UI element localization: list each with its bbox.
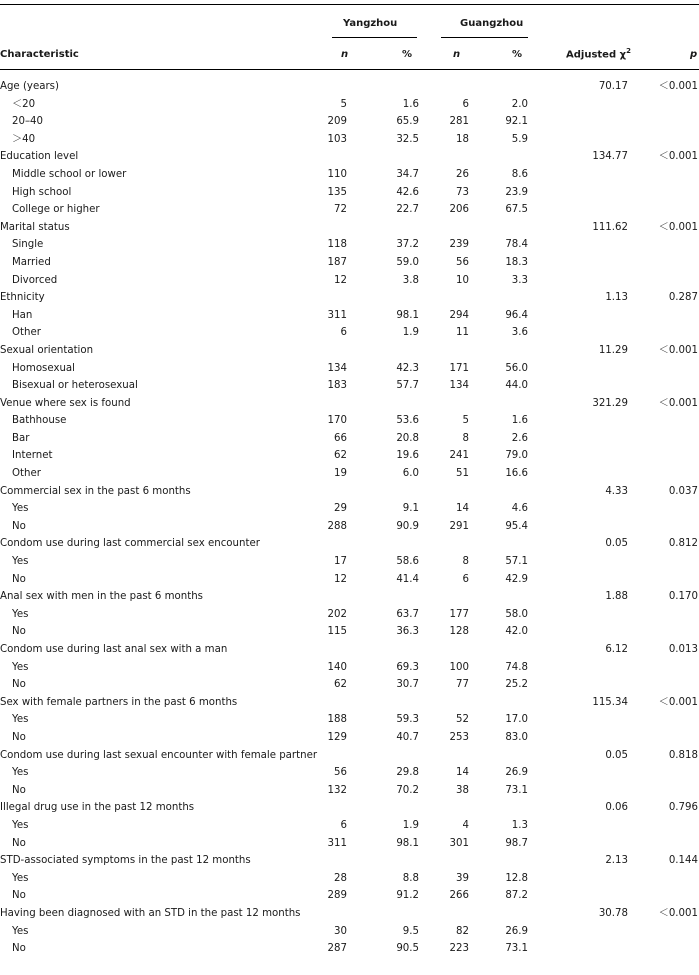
- p-value-cell: ＜0.001: [658, 344, 698, 356]
- guangzhou-n-cell: 128: [449, 626, 469, 638]
- row-label: Illegal drug use in the past 12 months: [0, 802, 195, 814]
- guangzhou-pct-cell: 92.1: [505, 116, 528, 128]
- table-row: [0, 447, 699, 465]
- guangzhou-n-cell: 26: [456, 168, 469, 180]
- table-row: [0, 500, 699, 518]
- category-row: [0, 535, 699, 553]
- guangzhou-pct-cell: 26.9: [505, 767, 528, 779]
- table-body: [0, 78, 699, 958]
- p-value-cell: ＜0.001: [658, 81, 698, 92]
- chi-square-cell: 134.77: [592, 151, 628, 163]
- row-label: Commercial sex in the past 6 months: [0, 485, 191, 497]
- yangzhou-pct-cell: 90.9: [396, 520, 419, 532]
- p-value-cell: ＜0.001: [658, 221, 698, 233]
- yangzhou-n-cell: 5: [340, 98, 347, 110]
- category-row: [0, 483, 699, 501]
- table-row: [0, 835, 699, 853]
- row-label: No: [12, 890, 26, 902]
- guangzhou-pct-cell: 73.1: [505, 943, 528, 955]
- table-row: [0, 623, 699, 641]
- p-value-cell: ＜0.001: [658, 151, 698, 163]
- guangzhou-n-cell: 14: [456, 767, 469, 779]
- header-chi-label: Adjusted χ: [566, 49, 627, 61]
- table-row: [0, 113, 699, 131]
- table-row: [0, 360, 699, 378]
- chi-square-cell: 70.17: [598, 81, 628, 92]
- guangzhou-n-cell: 14: [456, 503, 469, 515]
- table-row: [0, 764, 699, 782]
- guangzhou-pct-cell: 67.5: [505, 204, 528, 216]
- row-label: Bar: [12, 432, 30, 444]
- yangzhou-n-cell: 134: [327, 362, 347, 374]
- row-label: Yes: [12, 819, 29, 831]
- category-row: [0, 588, 699, 606]
- guangzhou-pct-cell: 17.0: [505, 714, 528, 726]
- yangzhou-pct-cell: 70.2: [396, 784, 419, 796]
- yangzhou-pct-cell: 59.0: [396, 256, 419, 268]
- category-row: [0, 289, 699, 307]
- category-row: [0, 799, 699, 817]
- row-label: No: [12, 943, 26, 955]
- table-row: [0, 96, 699, 114]
- category-row: [0, 694, 699, 712]
- guangzhou-n-cell: 171: [449, 362, 469, 374]
- header-bottom-rule: [0, 69, 699, 70]
- row-label: Yes: [12, 872, 29, 884]
- p-value-cell: 0.818: [668, 749, 698, 761]
- table-top-rule: [0, 4, 699, 5]
- yangzhou-pct-cell: 6.0: [402, 468, 419, 480]
- yangzhou-group-rule: [332, 37, 417, 38]
- category-row: [0, 342, 699, 360]
- guangzhou-n-cell: 4: [462, 819, 469, 831]
- yangzhou-pct-cell: 59.3: [396, 714, 419, 726]
- yangzhou-pct-cell: 30.7: [396, 679, 419, 691]
- guangzhou-pct-cell: 25.2: [505, 679, 528, 691]
- row-label: Venue where sex is found: [0, 397, 131, 409]
- table-row: [0, 553, 699, 571]
- table-row: [0, 377, 699, 395]
- yangzhou-pct-cell: 1.9: [402, 819, 419, 831]
- row-label: High school: [12, 186, 72, 198]
- yangzhou-pct-cell: 69.3: [396, 661, 419, 673]
- yangzhou-n-cell: 202: [327, 608, 347, 620]
- yangzhou-pct-cell: 20.8: [396, 432, 419, 444]
- yangzhou-pct-cell: 58.6: [396, 556, 419, 568]
- yangzhou-n-cell: 140: [327, 661, 347, 673]
- chi-square-cell: 4.33: [605, 485, 628, 497]
- category-row: [0, 78, 699, 96]
- chi-square-cell: 30.78: [598, 907, 628, 919]
- row-label: No: [12, 626, 26, 638]
- row-label: Condom use during last sexual encounter with female partner: [0, 749, 318, 761]
- yangzhou-n-cell: 30: [334, 925, 347, 937]
- row-label: Yes: [12, 608, 29, 620]
- guangzhou-n-cell: 301: [449, 837, 469, 849]
- yangzhou-n-cell: 188: [327, 714, 347, 726]
- header-guangzhou-n: n: [453, 49, 461, 60]
- p-value-cell: ＜0.001: [658, 397, 698, 409]
- row-label: Education level: [0, 151, 79, 163]
- row-label: Ethnicity: [0, 292, 45, 304]
- yangzhou-n-cell: 183: [327, 380, 347, 392]
- yangzhou-n-cell: 187: [327, 256, 347, 268]
- table-row: [0, 166, 699, 184]
- row-label: ＞40: [12, 133, 36, 145]
- header-guangzhou-pct: %: [512, 49, 523, 60]
- guangzhou-pct-cell: 8.6: [511, 168, 528, 180]
- guangzhou-pct-cell: 4.6: [511, 503, 528, 515]
- chi-square-cell: 0.05: [605, 538, 628, 550]
- yangzhou-pct-cell: 34.7: [396, 168, 419, 180]
- chi-square-cell: 1.13: [605, 292, 628, 304]
- guangzhou-n-cell: 134: [449, 380, 469, 392]
- yangzhou-pct-cell: 8.8: [402, 872, 419, 884]
- yangzhou-pct-cell: 3.8: [402, 274, 419, 286]
- guangzhou-pct-cell: 74.8: [505, 661, 528, 673]
- table-row: [0, 571, 699, 589]
- guangzhou-n-cell: 281: [449, 116, 469, 128]
- category-row: [0, 219, 699, 237]
- table-row: [0, 272, 699, 290]
- yangzhou-n-cell: 129: [327, 731, 347, 743]
- p-value-cell: 0.287: [668, 292, 698, 304]
- yangzhou-pct-cell: 98.1: [396, 309, 419, 321]
- row-label: ＜20: [12, 98, 36, 110]
- guangzhou-n-cell: 6: [462, 573, 469, 585]
- guangzhou-n-cell: 77: [456, 679, 469, 691]
- yangzhou-pct-cell: 1.6: [402, 98, 419, 110]
- yangzhou-pct-cell: 91.2: [396, 890, 419, 902]
- yangzhou-n-cell: 62: [334, 679, 347, 691]
- yangzhou-pct-cell: 63.7: [396, 608, 419, 620]
- guangzhou-n-cell: 5: [462, 415, 469, 427]
- guangzhou-n-cell: 266: [449, 890, 469, 902]
- row-label: Having been diagnosed with an STD in the past 12 months: [0, 907, 301, 919]
- guangzhou-n-cell: 52: [456, 714, 469, 726]
- p-value-cell: ＜0.001: [658, 907, 698, 919]
- guangzhou-n-cell: 39: [456, 872, 469, 884]
- guangzhou-n-cell: 241: [449, 450, 469, 462]
- yangzhou-pct-cell: 29.8: [396, 767, 419, 779]
- yangzhou-n-cell: 311: [327, 309, 347, 321]
- table-row: [0, 606, 699, 624]
- category-row: [0, 395, 699, 413]
- guangzhou-n-cell: 177: [449, 608, 469, 620]
- guangzhou-pct-cell: 3.3: [511, 274, 528, 286]
- row-label: Condom use during last commercial sex encounter: [0, 538, 260, 550]
- chi-square-cell: 115.34: [592, 696, 628, 708]
- row-label: Internet: [12, 450, 53, 462]
- p-value-cell: ＜0.001: [658, 696, 698, 708]
- table-row: [0, 887, 699, 905]
- yangzhou-n-cell: 12: [334, 274, 347, 286]
- header-chi-superscript: 2: [626, 47, 631, 55]
- yangzhou-pct-cell: 98.1: [396, 837, 419, 849]
- guangzhou-n-cell: 8: [462, 432, 469, 444]
- yangzhou-pct-cell: 53.6: [396, 415, 419, 427]
- guangzhou-pct-cell: 23.9: [505, 186, 528, 198]
- header-adjusted-chi-squared: [566, 47, 631, 60]
- row-label: No: [12, 679, 26, 691]
- row-label: Yes: [12, 767, 29, 779]
- yangzhou-pct-cell: 65.9: [396, 116, 419, 128]
- row-label: Sex with female partners in the past 6 months: [0, 696, 238, 708]
- chi-square-cell: 6.12: [605, 644, 628, 655]
- yangzhou-pct-cell: 90.5: [396, 943, 419, 955]
- row-label: Condom use during last anal sex with a man: [0, 644, 228, 655]
- category-row: [0, 641, 699, 659]
- row-label: Age (years): [0, 81, 59, 92]
- table-row: [0, 201, 699, 219]
- row-label: Divorced: [12, 274, 58, 286]
- row-label: No: [12, 784, 26, 796]
- yangzhou-pct-cell: 42.6: [396, 186, 419, 198]
- yangzhou-n-cell: 103: [327, 133, 347, 145]
- table-row: [0, 782, 699, 800]
- table-row: [0, 307, 699, 325]
- guangzhou-pct-cell: 12.8: [505, 872, 528, 884]
- table-row: [0, 817, 699, 835]
- row-label: Yes: [12, 503, 29, 515]
- p-value-cell: 0.812: [668, 538, 698, 550]
- chi-square-cell: 0.05: [605, 749, 628, 761]
- guangzhou-n-cell: 6: [462, 98, 469, 110]
- yangzhou-n-cell: 66: [334, 432, 347, 444]
- yangzhou-pct-cell: 32.5: [396, 133, 419, 145]
- table-row: [0, 412, 699, 430]
- guangzhou-pct-cell: 98.7: [505, 837, 528, 849]
- row-label: Yes: [12, 661, 29, 673]
- guangzhou-pct-cell: 87.2: [505, 890, 528, 902]
- chi-square-cell: 0.06: [605, 802, 628, 814]
- header-p: p: [690, 49, 698, 60]
- yangzhou-pct-cell: 37.2: [396, 239, 419, 251]
- guangzhou-pct-cell: 58.0: [505, 608, 528, 620]
- guangzhou-pct-cell: 1.6: [511, 415, 528, 427]
- header-guangzhou: Guangzhou: [460, 18, 524, 29]
- guangzhou-n-cell: 294: [449, 309, 469, 321]
- guangzhou-pct-cell: 42.0: [505, 626, 528, 638]
- table-row: [0, 236, 699, 254]
- row-label: No: [12, 731, 26, 743]
- yangzhou-n-cell: 19: [334, 468, 347, 480]
- guangzhou-n-cell: 10: [456, 274, 469, 286]
- guangzhou-pct-cell: 57.1: [505, 556, 528, 568]
- p-value-cell: 0.170: [668, 591, 698, 603]
- table-row: [0, 676, 699, 694]
- row-label: College or higher: [12, 204, 100, 216]
- p-value-cell: 0.013: [668, 644, 698, 655]
- guangzhou-pct-cell: 56.0: [505, 362, 528, 374]
- guangzhou-pct-cell: 18.3: [505, 256, 528, 268]
- row-label: Homosexual: [12, 362, 76, 374]
- guangzhou-pct-cell: 44.0: [505, 380, 528, 392]
- header-yangzhou-n: n: [341, 49, 349, 60]
- p-value-cell: 0.037: [668, 485, 698, 497]
- table-row: [0, 131, 699, 149]
- guangzhou-n-cell: 8: [462, 556, 469, 568]
- table-row: [0, 923, 699, 941]
- yangzhou-pct-cell: 42.3: [396, 362, 419, 374]
- yangzhou-n-cell: 72: [334, 204, 347, 216]
- guangzhou-n-cell: 239: [449, 239, 469, 251]
- guangzhou-pct-cell: 73.1: [505, 784, 528, 796]
- table-row: [0, 254, 699, 272]
- row-label: No: [12, 520, 26, 532]
- yangzhou-pct-cell: 9.5: [402, 925, 419, 937]
- row-label: Married: [12, 256, 51, 268]
- guangzhou-pct-cell: 1.3: [511, 819, 528, 831]
- yangzhou-n-cell: 311: [327, 837, 347, 849]
- guangzhou-n-cell: 223: [449, 943, 469, 955]
- guangzhou-pct-cell: 79.0: [505, 450, 528, 462]
- guangzhou-pct-cell: 96.4: [505, 309, 528, 321]
- yangzhou-n-cell: 62: [334, 450, 347, 462]
- yangzhou-n-cell: 110: [327, 168, 347, 180]
- guangzhou-n-cell: 51: [456, 468, 469, 480]
- guangzhou-n-cell: 73: [456, 186, 469, 198]
- table-row: [0, 518, 699, 536]
- yangzhou-pct-cell: 40.7: [396, 731, 419, 743]
- row-label: STD-associated symptoms in the past 12 months: [0, 855, 251, 867]
- guangzhou-pct-cell: 26.9: [505, 925, 528, 937]
- chi-square-cell: 2.13: [605, 855, 628, 867]
- table-row: [0, 465, 699, 483]
- category-row: [0, 747, 699, 765]
- category-row: [0, 905, 699, 923]
- yangzhou-n-cell: 132: [327, 784, 347, 796]
- guangzhou-pct-cell: 83.0: [505, 731, 528, 743]
- guangzhou-pct-cell: 16.6: [505, 468, 528, 480]
- guangzhou-n-cell: 56: [456, 256, 469, 268]
- row-label: Yes: [12, 925, 29, 937]
- guangzhou-n-cell: 253: [449, 731, 469, 743]
- yangzhou-pct-cell: 57.7: [396, 380, 419, 392]
- table-row: [0, 430, 699, 448]
- yangzhou-n-cell: 29: [334, 503, 347, 515]
- yangzhou-n-cell: 6: [340, 819, 347, 831]
- yangzhou-pct-cell: 41.4: [396, 573, 419, 585]
- yangzhou-n-cell: 289: [327, 890, 347, 902]
- guangzhou-n-cell: 291: [449, 520, 469, 532]
- guangzhou-pct-cell: 95.4: [505, 520, 528, 532]
- row-label: Bisexual or heterosexual: [12, 380, 138, 392]
- row-label: Middle school or lower: [12, 168, 127, 180]
- yangzhou-n-cell: 170: [327, 415, 347, 427]
- row-label: Bathhouse: [12, 415, 67, 427]
- guangzhou-pct-cell: 42.9: [505, 573, 528, 585]
- row-label: Other: [12, 327, 41, 339]
- row-label: 20–40: [12, 116, 44, 128]
- chi-square-cell: 111.62: [592, 221, 628, 233]
- guangzhou-n-cell: 100: [449, 661, 469, 673]
- p-value-cell: 0.796: [668, 802, 698, 814]
- guangzhou-n-cell: 206: [449, 204, 469, 216]
- yangzhou-n-cell: 135: [327, 186, 347, 198]
- yangzhou-n-cell: 287: [327, 943, 347, 955]
- guangzhou-n-cell: 38: [456, 784, 469, 796]
- category-row: [0, 148, 699, 166]
- guangzhou-pct-cell: 3.6: [511, 327, 528, 339]
- guangzhou-n-cell: 82: [456, 925, 469, 937]
- guangzhou-n-cell: 18: [456, 133, 469, 145]
- category-row: [0, 852, 699, 870]
- row-label: No: [12, 837, 26, 849]
- yangzhou-pct-cell: 36.3: [396, 626, 419, 638]
- guangzhou-pct-cell: 78.4: [505, 239, 528, 251]
- table-row: [0, 729, 699, 747]
- row-label: Other: [12, 468, 41, 480]
- header-characteristic: Characteristic: [0, 49, 79, 60]
- row-label: Han: [12, 309, 33, 321]
- guangzhou-group-rule: [441, 37, 528, 38]
- header-yangzhou-pct: %: [402, 49, 413, 60]
- guangzhou-pct-cell: 5.9: [511, 133, 528, 145]
- row-label: Yes: [12, 556, 29, 568]
- yangzhou-pct-cell: 22.7: [396, 204, 419, 216]
- p-value-cell: 0.144: [668, 855, 698, 867]
- yangzhou-n-cell: 288: [327, 520, 347, 532]
- guangzhou-pct-cell: 2.0: [511, 98, 528, 110]
- table-row: [0, 324, 699, 342]
- yangzhou-n-cell: 56: [334, 767, 347, 779]
- yangzhou-n-cell: 115: [327, 626, 347, 638]
- table-row: [0, 659, 699, 677]
- guangzhou-pct-cell: 2.6: [511, 432, 528, 444]
- row-label: Sexual orientation: [0, 344, 94, 356]
- yangzhou-pct-cell: 19.6: [396, 450, 419, 462]
- yangzhou-pct-cell: 9.1: [402, 503, 419, 515]
- chi-square-cell: 11.29: [598, 344, 628, 356]
- table-row: [0, 184, 699, 202]
- row-label: No: [12, 573, 26, 585]
- yangzhou-n-cell: 6: [340, 327, 347, 339]
- yangzhou-n-cell: 118: [327, 239, 347, 251]
- chi-square-cell: 1.88: [605, 591, 628, 603]
- table-row: [0, 711, 699, 729]
- yangzhou-pct-cell: 1.9: [402, 327, 419, 339]
- header-yangzhou: Yangzhou: [343, 18, 398, 29]
- guangzhou-n-cell: 11: [456, 327, 469, 339]
- row-label: Yes: [12, 714, 29, 726]
- table-row: [0, 940, 699, 958]
- chi-square-cell: 321.29: [592, 397, 628, 409]
- yangzhou-n-cell: 209: [327, 116, 347, 128]
- yangzhou-n-cell: 28: [334, 872, 347, 884]
- row-label: Anal sex with men in the past 6 months: [0, 591, 203, 603]
- table-row: [0, 870, 699, 888]
- yangzhou-n-cell: 17: [334, 556, 347, 568]
- row-label: Single: [12, 239, 44, 251]
- row-label: Marital status: [0, 221, 70, 233]
- yangzhou-n-cell: 12: [334, 573, 347, 585]
